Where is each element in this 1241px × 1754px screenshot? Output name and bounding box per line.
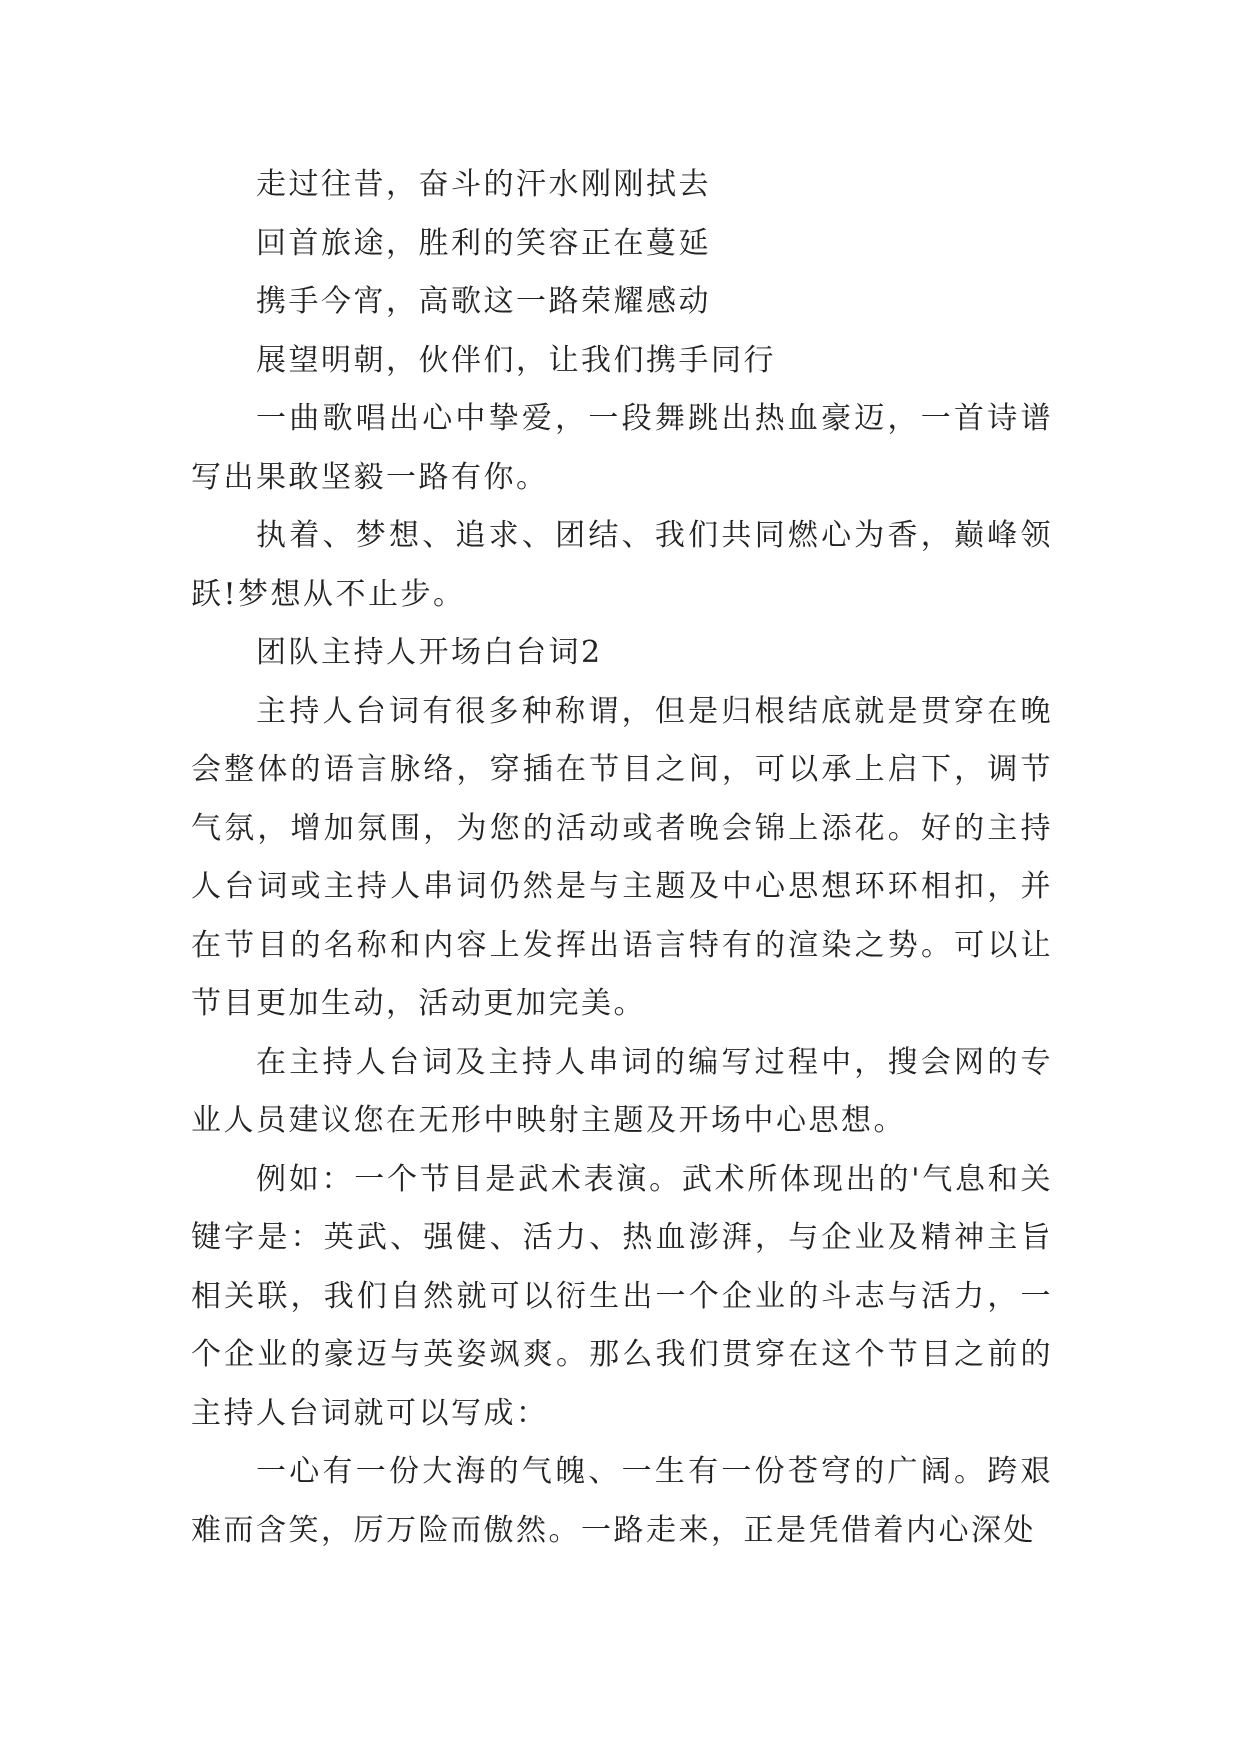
body-paragraph: 在主持人台词及主持人串词的编写过程中，搜会网的专业人员建议您在无形中映射主题及开场中心思想。 bbox=[191, 1044, 1053, 1138]
body-paragraph: 例如：一个节目是武术表演。武术所体现出的'气息和关键字是：英武、强健、活力、热血澎湃，与企业及精神主旨相关联，我们自然就可以衍生出一个企业的斗志与活力，一个企业的豪迈与英姿飒爽。那么我们贯穿在这个节目之前的主持人台词就可以写成： bbox=[191, 1161, 1053, 1431]
body-paragraph: 执着、梦想、追求、团结、我们共同燃心为香，巅峰领跃!梦想从不止步。 bbox=[191, 518, 1053, 612]
poem-line: 走过往昔，奋斗的汗水刚刚拭去 bbox=[256, 167, 711, 202]
body-paragraph: 一曲歌唱出心中挚爱，一段舞跳出热血豪迈，一首诗谱写出果敢坚毅一路有你。 bbox=[191, 401, 1053, 495]
section-heading: 团队主持人开场白台词2 bbox=[256, 635, 603, 670]
poem-line: 回首旅途，胜利的笑容正在蔓延 bbox=[256, 225, 711, 261]
document-body bbox=[191, 156, 1053, 1560]
body-paragraph: 主持人台词有很多种称谓，但是归根结底就是贯穿在晚会整体的语言脉络，穿插在节目之间，可以承上启下，调节气氛，增加氛围，为您的活动或者晚会锦上添花。好的主持人台词或主持人串词仍然是与主题及中心思想环环相扣，并在节目的名称和内容上发挥出语言特有的渲染之势。可以让节目更加生动，活动更加完美。 bbox=[191, 693, 1053, 1021]
poem-line: 携手今宵，高歌这一路荣耀感动 bbox=[256, 284, 711, 319]
poem-line: 展望明朝，伙伴们，让我们携手同行 bbox=[256, 342, 776, 378]
body-paragraph: 一心有一份大海的气魄、一生有一份苍穹的广阔。跨艰难而含笑，厉万险而傲然。一路走来，正是凭借着内心深处 bbox=[191, 1454, 1053, 1548]
